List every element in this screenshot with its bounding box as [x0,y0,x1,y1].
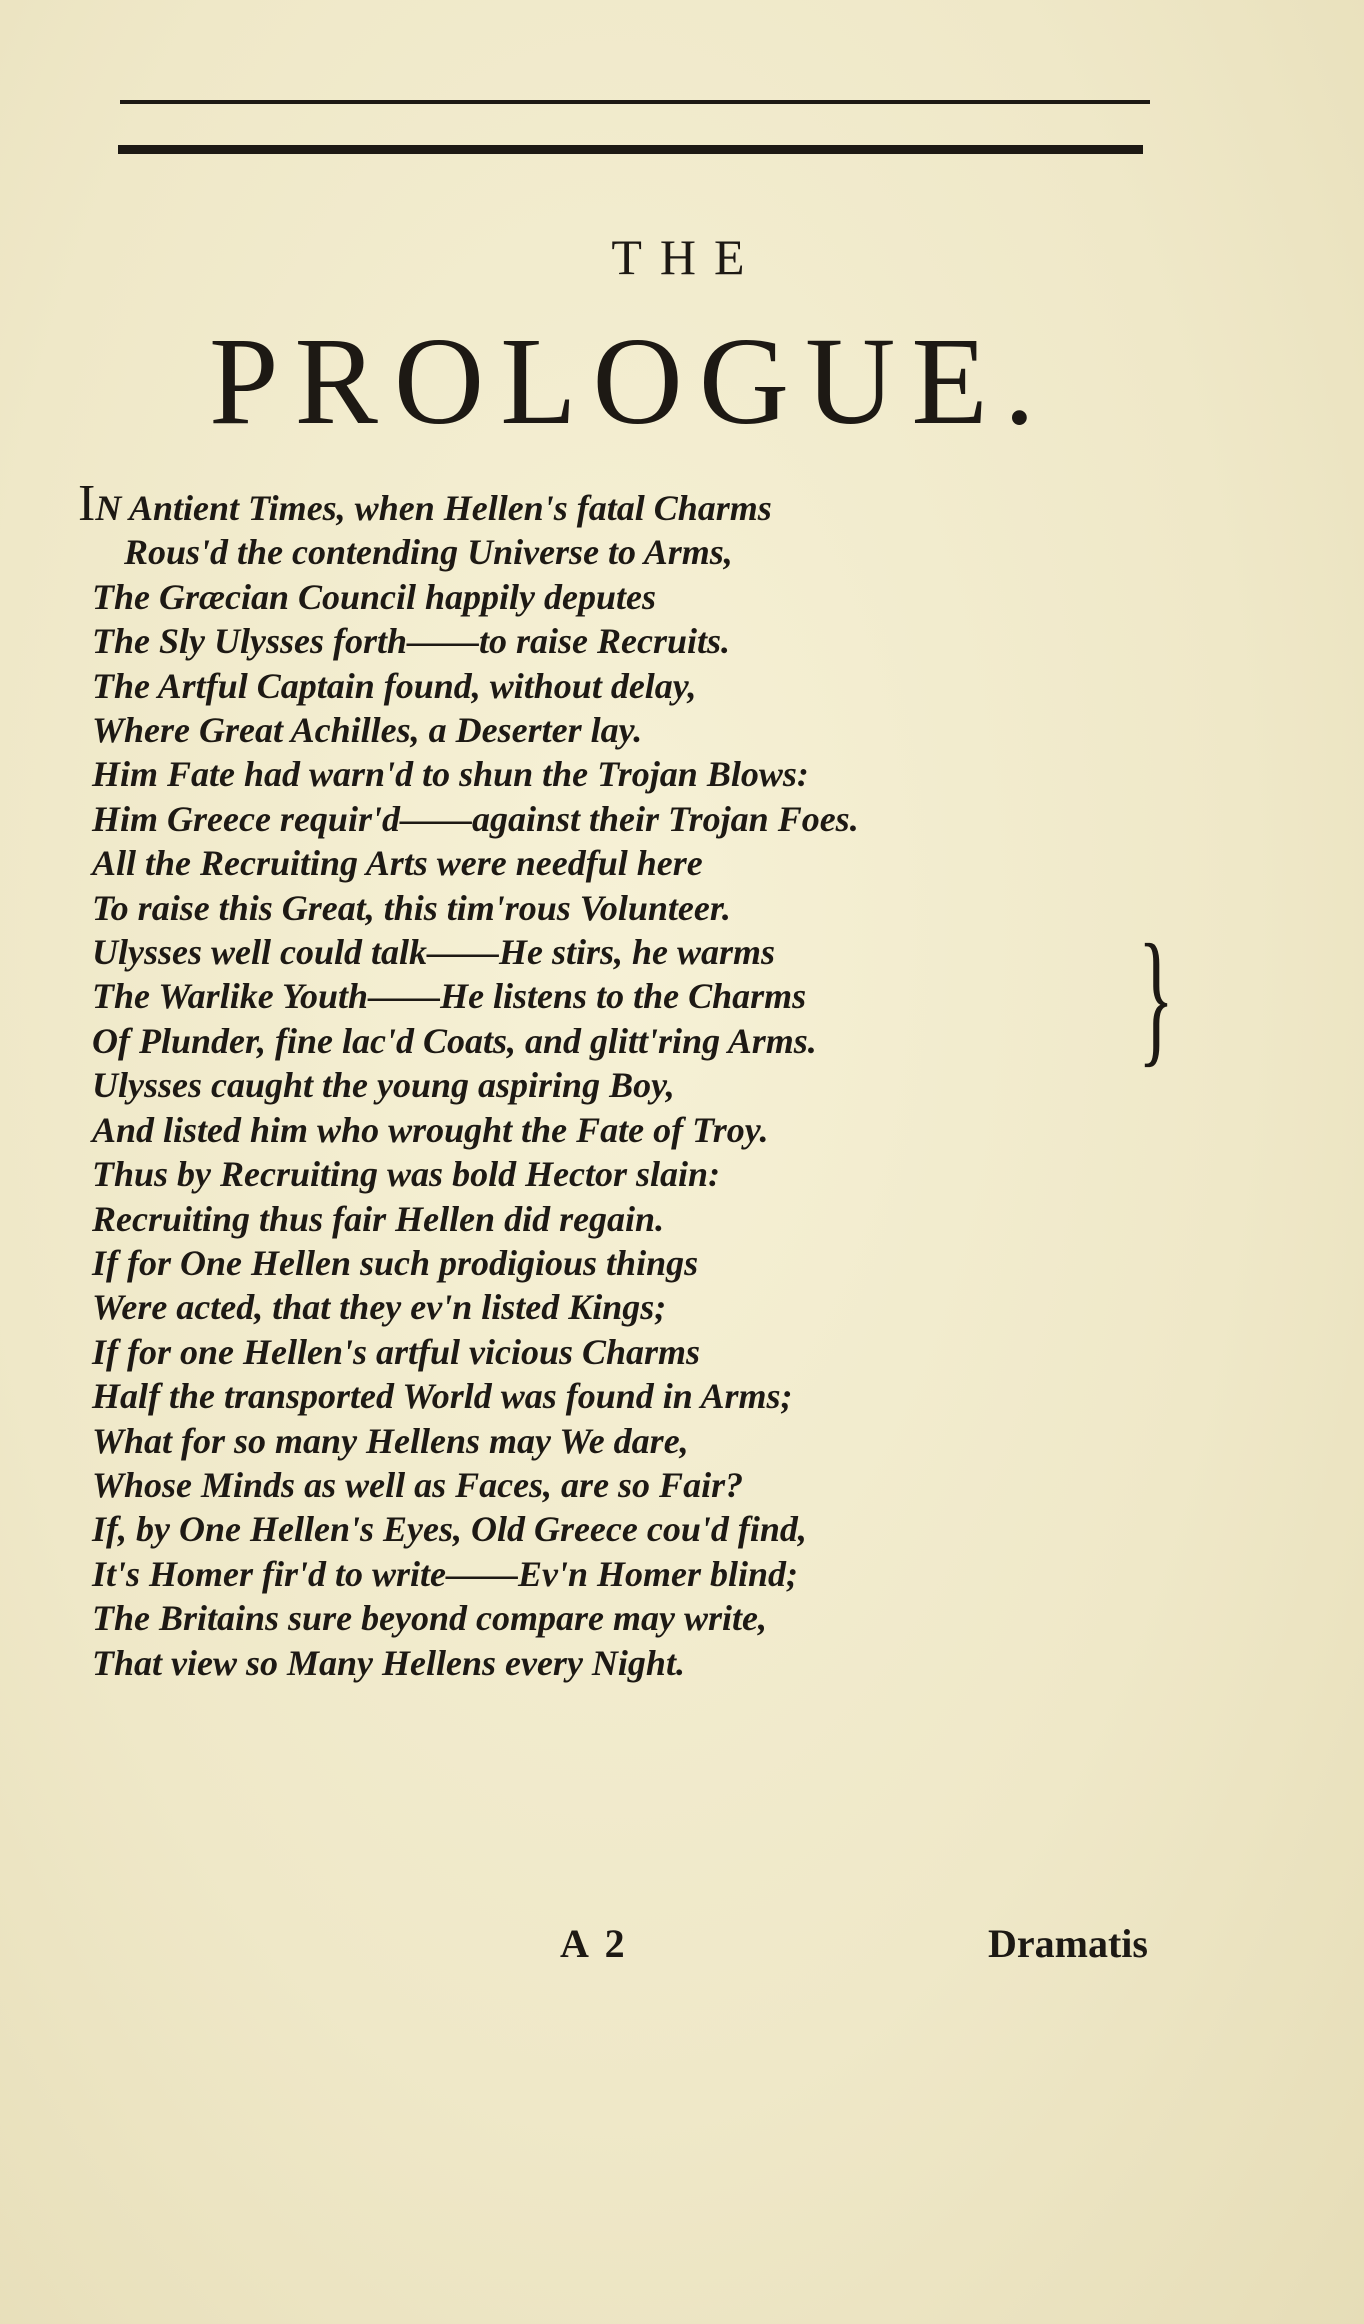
poem-line: Ulysses well could talk——He stirs, he warms [92,932,776,973]
triplet-brace: } [1138,914,1174,1080]
poem-line: That view so Many Hellens every Night. [92,1642,685,1683]
poem-line: The Græcian Council happily deputes [92,576,657,617]
poem-line: If for One Hellen such prodigious things [92,1242,699,1283]
poem-line: The Warlike Youth——He listens to the Charms [92,976,807,1017]
poem-line: All the Recruiting Arts were needful here [92,843,703,884]
poem-line: Ulysses caught the young aspiring Boy, [92,1065,675,1106]
poem-line: What for so many Hellens may We dare, [92,1420,689,1461]
header-rule-thick [118,145,1143,154]
poem-line: To raise this Great, this tim'rous Volunteer. [92,887,731,928]
poem-line: Whose Minds as well as Faces, are so Fair? [92,1464,744,1505]
poem-line: Half the transported World was found in Arms; [92,1376,793,1417]
catchword: Dramatis [988,1921,1148,1966]
drop-cap: I [78,475,96,532]
page-title: PROLOGUE. [209,313,1051,451]
poem-line: The Artful Captain found, without delay, [92,665,697,706]
poem-line: Were acted, that they ev'n listed Kings; [92,1287,667,1328]
header-rule-thin [120,100,1150,104]
poem-line: Recruiting thus fair Hellen did regain. [92,1198,665,1239]
poem-line: Rous'd the contending Universe to Arms, [124,532,733,573]
poem-line: If, by One Hellen's Eyes, Old Greece cou'd find, [92,1509,807,1550]
poem-line: And listed him who wrought the Fate of Troy. [92,1109,769,1150]
poem [78,475,978,1685]
poem-line: The Britains sure beyond compare may write, [92,1598,767,1639]
poem-line: IN Antient Times, when Hellen's fatal Charms [78,475,772,532]
poem-line: Him Greece requir'd——against their Trojan Foes. [92,798,859,839]
poem-line: Where Great Achilles, a Deserter lay. [92,710,643,751]
heading-the: THE [611,229,763,285]
poem-line: The Sly Ulysses forth——to raise Recruits. [92,621,731,662]
poem-line: It's Homer fir'd to write——Ev'n Homer blind; [92,1553,799,1594]
signature-mark: A 2 [560,1921,629,1966]
poem-line: Him Fate had warn'd to shun the Trojan Blows: [92,754,809,795]
poem-line: Of Plunder, fine lac'd Coats, and glitt'ring Arms. [92,1020,817,1061]
poem-line: If for one Hellen's artful vicious Charms [92,1331,701,1372]
poem-line: Thus by Recruiting was bold Hector slain: [92,1154,721,1195]
